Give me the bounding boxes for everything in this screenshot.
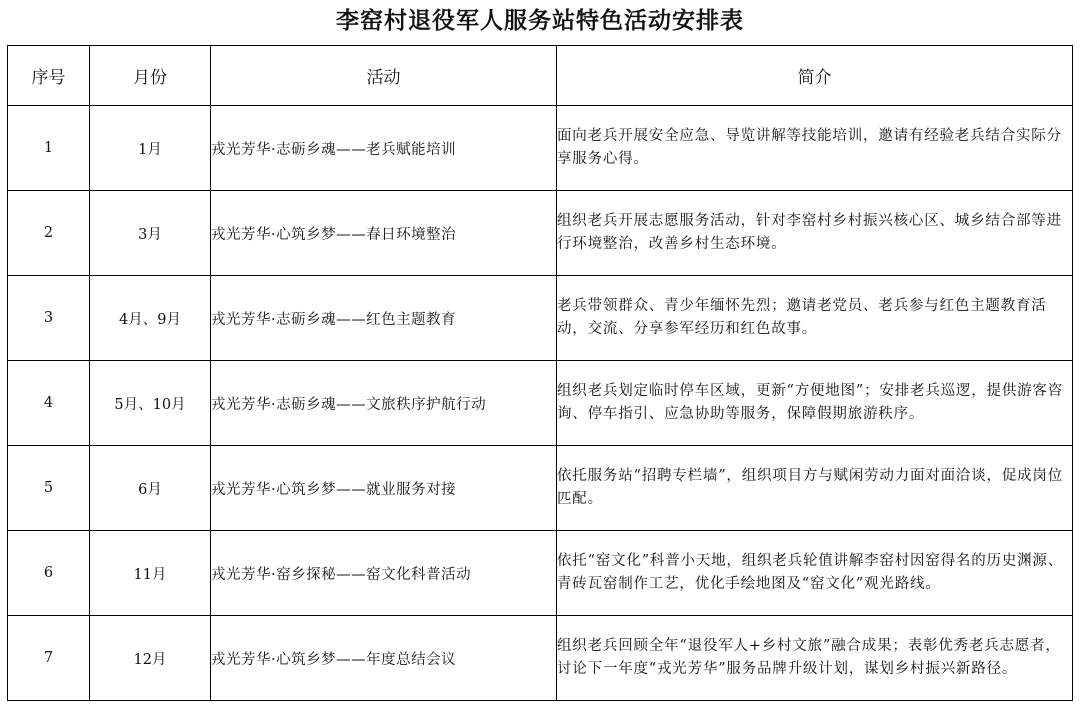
row-activity: 戎光芳华·心筑乡梦——年度总结会议 xyxy=(211,616,557,701)
row-month: 3月 xyxy=(90,191,211,276)
column-header-index: 序号 xyxy=(8,46,90,106)
row-activity: 戎光芳华·窑乡探秘——窑文化科普活动 xyxy=(211,531,557,616)
row-month: 1月 xyxy=(90,106,211,191)
row-month: 12月 xyxy=(90,616,211,701)
table-row xyxy=(8,361,1073,446)
row-description: 面向老兵开展安全应急、导览讲解等技能培训，邀请有经验老兵结合实际分享服务心得。 xyxy=(557,106,1073,191)
row-index: 3 xyxy=(8,276,90,361)
row-month: 4月、9月 xyxy=(90,276,211,361)
row-activity: 戎光芳华·志砺乡魂——红色主题教育 xyxy=(211,276,557,361)
row-description: 组织老兵回顾全年“退役军人+乡村文旅”融合成果；表彰优秀老兵志愿者，讨论下一年度“戎光芳华”服务品牌升级计划，谋划乡村振兴新路径。 xyxy=(557,616,1073,701)
row-activity: 戎光芳华·志砺乡魂——老兵赋能培训 xyxy=(211,106,557,191)
row-activity: 戎光芳华·心筑乡梦——春日环境整治 xyxy=(211,191,557,276)
row-index: 4 xyxy=(8,361,90,446)
row-description: 依托“窑文化”科普小天地，组织老兵轮值讲解李窑村因窑得名的历史渊源、青砖瓦窑制作工艺，优化手绘地图及“窑文化”观光路线。 xyxy=(557,531,1073,616)
row-activity: 戎光芳华·心筑乡梦——就业服务对接 xyxy=(211,446,557,531)
row-index: 1 xyxy=(8,106,90,191)
column-header-month: 月份 xyxy=(90,46,211,106)
row-index: 2 xyxy=(8,191,90,276)
row-description: 组织老兵划定临时停车区域，更新“方便地图”；安排老兵巡逻，提供游客咨询、停车指引、应急协助等服务，保障假期旅游秩序。 xyxy=(557,361,1073,446)
row-description: 组织老兵开展志愿服务活动，针对李窑村乡村振兴核心区、城乡结合部等进行环境整治，改善乡村生态环境。 xyxy=(557,191,1073,276)
column-header-activity: 活动 xyxy=(211,46,557,106)
table-row xyxy=(8,616,1073,701)
table-row xyxy=(8,276,1073,361)
table-row xyxy=(8,106,1073,191)
row-index: 6 xyxy=(8,531,90,616)
row-description: 依托服务站“招聘专栏墙”，组织项目方与赋闲劳动力面对面洽谈，促成岗位匹配。 xyxy=(557,446,1073,531)
table-row xyxy=(8,446,1073,531)
row-month: 6月 xyxy=(90,446,211,531)
row-month: 5月、10月 xyxy=(90,361,211,446)
column-header-description: 简介 xyxy=(557,46,1073,106)
page-title: 李窑村退役军人服务站特色活动安排表 xyxy=(336,8,744,34)
table-row xyxy=(8,531,1073,616)
table-row xyxy=(8,191,1073,276)
row-description: 老兵带领群众、青少年缅怀先烈；邀请老党员、老兵参与红色主题教育活动，交流、分享参军经历和红色故事。 xyxy=(557,276,1073,361)
row-index: 5 xyxy=(8,446,90,531)
activity-schedule-table xyxy=(7,45,1073,701)
row-index: 7 xyxy=(8,616,90,701)
table-header-row xyxy=(8,46,1073,106)
row-month: 11月 xyxy=(90,531,211,616)
row-activity: 戎光芳华·志砺乡魂——文旅秩序护航行动 xyxy=(211,361,557,446)
